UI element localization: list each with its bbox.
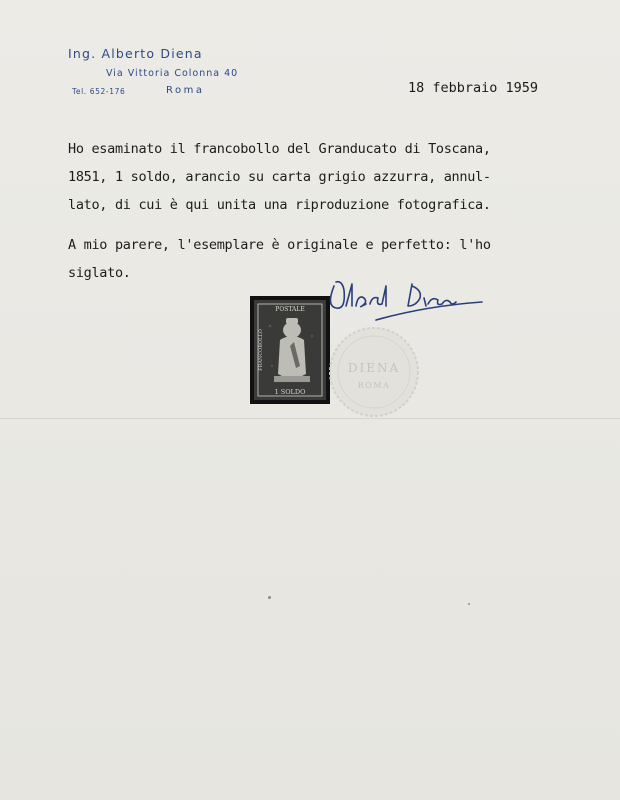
fold-line bbox=[0, 418, 620, 419]
seal-city: ROMA bbox=[357, 381, 391, 390]
letter-date: 18 febbraio 1959 bbox=[408, 80, 539, 96]
letterhead-telephone: Tel. 652-176 bbox=[72, 87, 126, 96]
body-line-1: Ho esaminato il francobollo del Granducato di Toscana, bbox=[68, 141, 491, 157]
paper-speck bbox=[268, 596, 271, 599]
embossed-seal bbox=[328, 326, 420, 418]
seal-name: DIENA bbox=[347, 361, 401, 375]
paper-speck bbox=[468, 603, 470, 605]
body-line-4: A mio parere, l'esemplare è originale e perfetto: l'ho bbox=[68, 237, 491, 253]
body-line-2: 1851, 1 soldo, arancio su carta grigio azzurra, annul- bbox=[68, 169, 491, 185]
letterhead-address: Via Vittoria Colonna 40 bbox=[106, 68, 239, 79]
body-line-5: siglato. bbox=[68, 265, 131, 281]
stamp-side-text: FRANCOBOLLO bbox=[258, 329, 264, 371]
letterhead-city: Roma bbox=[166, 85, 205, 96]
stamp-top-text: POSTALE bbox=[275, 306, 305, 313]
stamp-bottom-text: 1 SOLDO bbox=[274, 388, 306, 396]
body-line-3: lato, di cui è qui unita una riproduzione fotografica. bbox=[68, 197, 491, 213]
letterhead-name: Ing. Alberto Diena bbox=[68, 46, 203, 61]
